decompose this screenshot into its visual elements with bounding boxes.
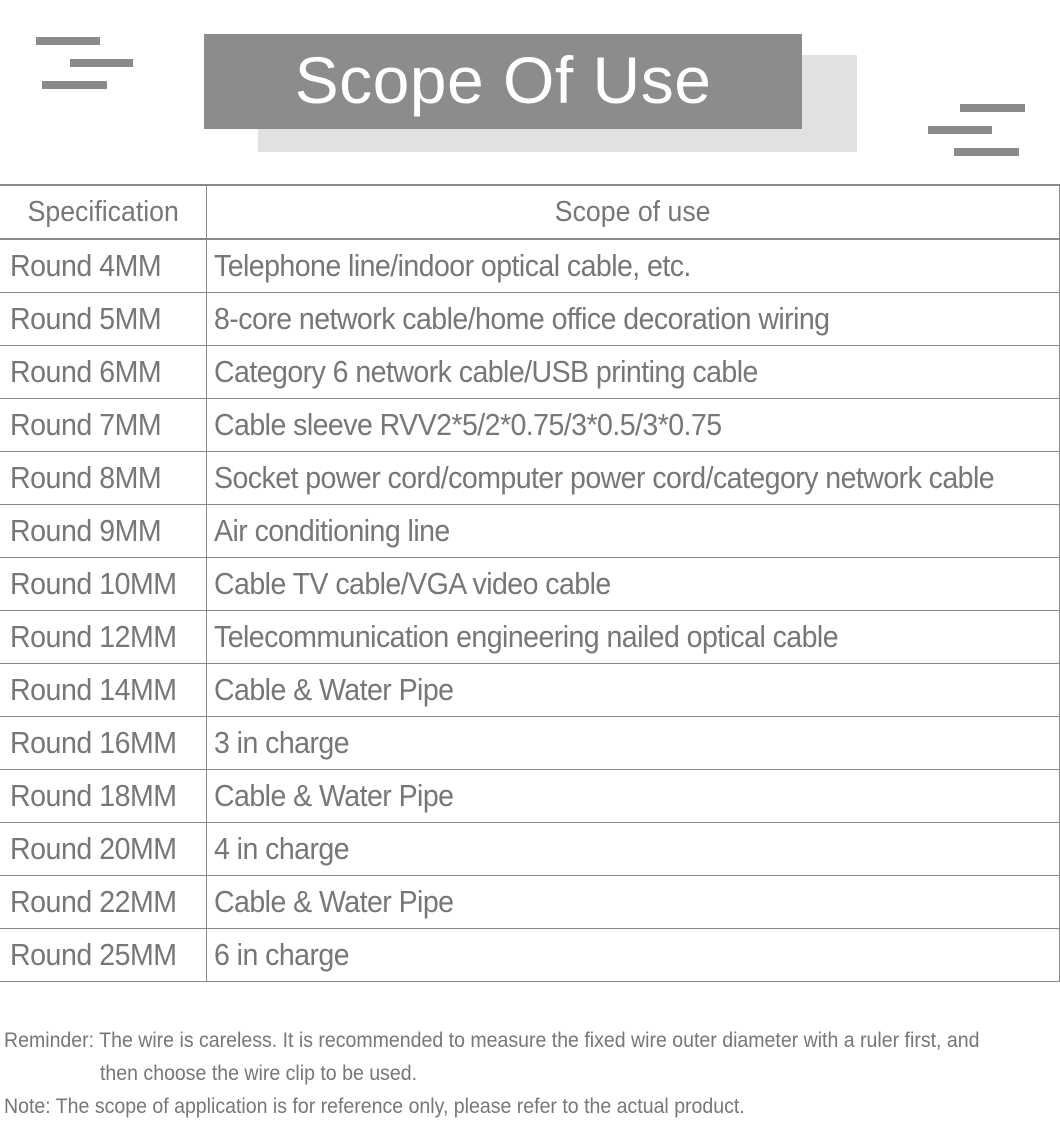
- decor-line-right-1: [960, 104, 1025, 112]
- table-row: [0, 293, 1059, 346]
- reminder-line-2: then choose the wire clip to be used.: [100, 1062, 418, 1085]
- table-row: [0, 611, 1059, 664]
- notes: [4, 1024, 1054, 1123]
- spec-cell: Round 9MM: [0, 505, 206, 558]
- spec-cell: Round 22MM: [0, 876, 206, 929]
- spec-cell: Round 10MM: [0, 558, 206, 611]
- reminder-line-1: Reminder: The wire is careless. It is recommended to measure the fixed wire outer diameter with a ruler first, and: [4, 1029, 980, 1052]
- spec-cell: Round 4MM: [0, 239, 206, 293]
- spec-cell: Round 7MM: [0, 399, 206, 452]
- spec-cell: Round 16MM: [0, 717, 206, 770]
- use-cell: Cable & Water Pipe: [206, 770, 1059, 823]
- use-cell: 4 in charge: [206, 823, 1059, 876]
- page-title: Scope Of Use: [294, 42, 712, 117]
- table-row: [0, 929, 1059, 982]
- spec-cell: Round 12MM: [0, 611, 206, 664]
- spec-cell: Round 6MM: [0, 346, 206, 399]
- table-row: [0, 717, 1059, 770]
- use-cell: Cable TV cable/VGA video cable: [206, 558, 1059, 611]
- table-row: [0, 239, 1059, 293]
- table-row: [0, 346, 1059, 399]
- table-row: [0, 505, 1059, 558]
- decor-line-left-1: [36, 37, 100, 45]
- spec-cell: Round 18MM: [0, 770, 206, 823]
- decor-line-right-2: [928, 126, 992, 134]
- table-row: [0, 558, 1059, 611]
- use-cell: Category 6 network cable/USB printing cable: [206, 346, 1059, 399]
- header-specification: Specification: [0, 185, 206, 239]
- table-row: [0, 399, 1059, 452]
- decor-line-left-2: [70, 59, 133, 67]
- use-cell: Telephone line/indoor optical cable, etc.: [206, 239, 1059, 293]
- table-row: [0, 823, 1059, 876]
- use-cell: Socket power cord/computer power cord/category network cable: [206, 452, 1059, 505]
- use-cell: Cable & Water Pipe: [206, 664, 1059, 717]
- use-cell: Telecommunication engineering nailed optical cable: [206, 611, 1059, 664]
- spec-cell: Round 5MM: [0, 293, 206, 346]
- use-cell: Cable & Water Pipe: [206, 876, 1059, 929]
- use-cell: 3 in charge: [206, 717, 1059, 770]
- use-cell: 8-core network cable/home office decoration wiring: [206, 293, 1059, 346]
- spec-cell: Round 14MM: [0, 664, 206, 717]
- decor-line-right-3: [954, 148, 1019, 156]
- note-line: Note: The scope of application is for reference only, please refer to the actual product.: [4, 1095, 745, 1118]
- title-banner: [204, 34, 802, 129]
- table-row: [0, 664, 1059, 717]
- decor-line-left-3: [42, 81, 107, 89]
- spec-cell: Round 25MM: [0, 929, 206, 982]
- table-row: [0, 452, 1059, 505]
- header-scope-of-use: Scope of use: [206, 185, 1059, 239]
- spec-cell: Round 20MM: [0, 823, 206, 876]
- spec-cell: Round 8MM: [0, 452, 206, 505]
- table-row: [0, 770, 1059, 823]
- table-row: [0, 876, 1059, 929]
- use-cell: Air conditioning line: [206, 505, 1059, 558]
- use-cell: 6 in charge: [206, 929, 1059, 982]
- table-header-row: [0, 185, 1059, 239]
- use-cell: Cable sleeve RVV2*5/2*0.75/3*0.5/3*0.75: [206, 399, 1059, 452]
- scope-table: [0, 184, 1060, 982]
